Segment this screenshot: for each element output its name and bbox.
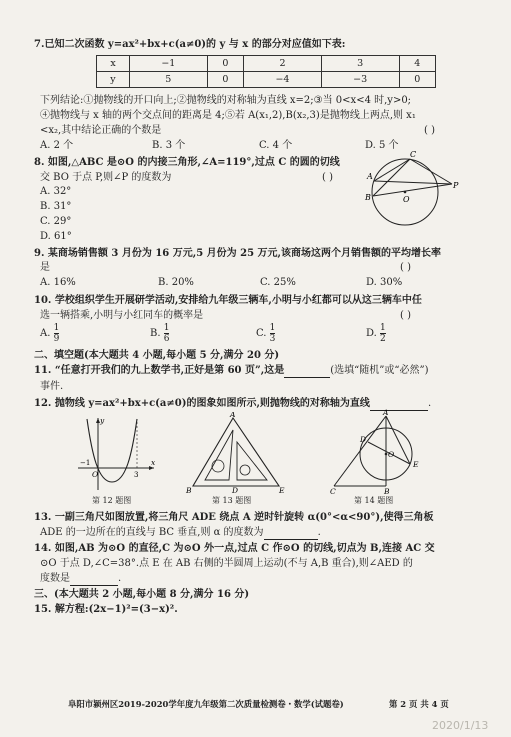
table-cell: −4 xyxy=(244,72,322,88)
fig14-label-o: O xyxy=(388,450,395,459)
q14-answer-blank[interactable] xyxy=(70,572,118,586)
table-row xyxy=(97,56,436,72)
q7-answer-paren: ( ) xyxy=(424,125,435,136)
fig13-label-a: A xyxy=(230,412,236,419)
denominator: 6 xyxy=(163,334,170,344)
fig8-label-b: B xyxy=(365,193,371,202)
fig-13 xyxy=(185,412,287,494)
q13-text: ADE 的一边所在的直线与 BC 垂直,则 α 的度数为 xyxy=(40,527,264,538)
table-cell: −1 xyxy=(129,56,207,72)
q14-line3 xyxy=(40,572,121,586)
q10-option-b xyxy=(150,323,169,344)
fig8-label-c: C xyxy=(410,150,417,159)
q13-answer-blank[interactable] xyxy=(264,526,318,540)
value-table xyxy=(96,55,436,88)
fig-12 xyxy=(74,414,158,494)
q7-line2: ④抛物线与 x 轴的两个交点间的距离是 4;⑤若 A(x₁,2),B(x₂,3)是抛物线上两点,则 x₁ xyxy=(40,110,416,121)
denominator: 2 xyxy=(380,334,386,344)
table-cell: −3 xyxy=(321,72,399,88)
table-cell: 2 xyxy=(244,56,322,72)
q8-option-d: D. 61° xyxy=(40,231,72,242)
fig13-label-b: B xyxy=(186,486,192,494)
q9-option-d: D. 30% xyxy=(366,277,403,288)
q11-hint: (选填“随机”或“必然”) xyxy=(330,365,429,376)
q8-figure xyxy=(360,148,460,230)
q9-option-a: A. 16% xyxy=(40,277,76,288)
q14-period: . xyxy=(118,573,122,584)
q11-line2: 事件. xyxy=(40,381,64,392)
fig-12-caption: 第 12 题图 xyxy=(92,496,132,505)
numerator: 1 xyxy=(380,323,386,333)
fig12-label-3: 3 xyxy=(134,471,139,479)
fig13-label-e: E xyxy=(279,486,285,494)
q9-line1: 9. 某商场销售额 3 月份为 16 万元,5 月份为 25 万元,该商场这两个月销售额的平均增长率 xyxy=(34,248,442,259)
q10-option-d xyxy=(366,323,386,344)
q7-option-b: B. 3 个 xyxy=(152,140,186,151)
q13-period: . xyxy=(317,527,321,538)
denominator: 9 xyxy=(53,334,60,344)
section-3-heading: 三、(本大题共 2 小题,每小题 8 分,满分 16 分) xyxy=(34,589,250,600)
fig14-label-c: C xyxy=(330,487,336,494)
q9-line2: 是 xyxy=(40,262,50,273)
q9-option-b: B. 20% xyxy=(158,277,194,288)
q10-option-c xyxy=(256,323,275,344)
q13-line1: 13. 一副三角尺如图放置,将三角尺 ADE 绕点 A 逆时针旋转 α(0°<α<90°),使得三角板 xyxy=(34,512,434,523)
q7-option-c: C. 4 个 xyxy=(259,140,293,151)
q8-option-b: B. 31° xyxy=(40,201,72,212)
fraction xyxy=(164,323,170,344)
footer-page: 第 2 页 共 4 页 xyxy=(389,699,449,709)
fig-14 xyxy=(330,408,434,494)
q14-line2: ⊙O 于点 D,∠C=38°.点 E 在 AB 右侧的半圆周上运动(不与 A,B 重合),则∠AED 的 xyxy=(40,558,413,569)
fig13-label-d: D xyxy=(232,486,239,494)
fig12-label-x: x xyxy=(151,458,156,467)
q7-line1: 下列结论:①抛物线的开口向上;②抛物线的对称轴为直线 x=2;③当 0<x<4 时,y>0; xyxy=(40,95,412,106)
fig12-label-neg1: −1 xyxy=(80,459,91,467)
table-cell: 0 xyxy=(207,72,243,88)
option-letter: C. xyxy=(256,328,267,339)
table-cell: 4 xyxy=(399,56,436,72)
table-cell: x xyxy=(97,56,130,72)
fig12-label-o: O xyxy=(92,470,99,479)
q14-text: 度数是 xyxy=(40,573,70,584)
q7-header: 7.已知二次函数 y=ax²+bx+c(a≠0)的 y 与 x 的部分对应值如下表: xyxy=(34,39,346,50)
table-cell: 5 xyxy=(129,72,207,88)
numerator: 1 xyxy=(269,323,276,333)
footer-title: 阜阳市颍州区2019-2020学年度九年级第二次质量检测卷・数学(试题卷) xyxy=(68,699,344,709)
q11-text: 11. “任意打开我们的九上数学书,正好是第 60 页”,这是 xyxy=(34,365,285,376)
q7-line3: <x₂,其中结论正确的个数是 xyxy=(40,125,162,136)
q8-line1: 8. 如图,△ABC 是⊙O 的内接三角形,∠A=119°,过点 C 的圆的切线 xyxy=(34,157,340,168)
fig14-label-e: E xyxy=(413,460,419,469)
q7-option-a: A. 2 个 xyxy=(40,140,74,151)
date-stamp: 2020/1/13 xyxy=(432,719,489,732)
q12-period: . xyxy=(427,398,432,409)
fig-13-caption: 第 13 题图 xyxy=(212,496,252,505)
table-cell: y xyxy=(97,72,130,88)
fig14-label-a: A xyxy=(383,408,389,417)
q9-answer-paren: ( ) xyxy=(400,262,411,273)
q8-line2: 交 BO 于点 P,则∠P 的度数为 xyxy=(40,172,172,183)
q8-option-c: C. 29° xyxy=(40,216,72,227)
fig8-label-o: O xyxy=(403,195,410,204)
q13-line2 xyxy=(40,526,321,540)
q10-answer-paren: ( ) xyxy=(400,310,411,321)
q12-text: 12. 抛物线 y=ax²+bx+c(a≠0)的图象如图所示,则抛物线的对称轴为直线 xyxy=(34,398,370,409)
option-letter: D. xyxy=(366,328,377,339)
numerator: 1 xyxy=(53,323,60,333)
q10-line1: 10. 学校组织学生开展研学活动,安排给九年级三辆车,小明与小红都可以从这三辆车中任 xyxy=(34,295,422,306)
q10-line2: 选一辆搭乘,小明与小红同车的概率是 xyxy=(40,310,204,321)
q11-line1 xyxy=(34,364,429,378)
q11-answer-blank[interactable] xyxy=(284,364,330,378)
table-cell: 0 xyxy=(399,72,436,88)
fig8-label-a: A xyxy=(367,172,373,181)
q14-line1: 14. 如图,AB 为⊙O 的直径,C 为⊙O 外一点,过点 C 作⊙O 的切线,切点为 B,连接 AC 交 xyxy=(34,543,435,554)
fraction xyxy=(54,323,60,344)
q7-option-d: D. 5 个 xyxy=(365,140,399,151)
denominator: 3 xyxy=(269,334,276,344)
q8-answer-paren: ( ) xyxy=(322,172,333,183)
option-letter: A. xyxy=(40,328,51,339)
fig-14-caption: 第 14 题图 xyxy=(354,496,394,505)
fig12-label-y: y xyxy=(100,416,105,425)
numerator: 1 xyxy=(163,323,170,333)
q10-option-a xyxy=(40,323,59,344)
option-letter: B. xyxy=(150,328,161,339)
section-2-heading: 二、填空题(本大题共 4 小题,每小题 5 分,满分 20 分) xyxy=(34,350,280,361)
fig14-label-b: B xyxy=(384,487,390,494)
fig14-label-d: D xyxy=(360,435,367,444)
table-row xyxy=(97,72,436,88)
table-cell: 3 xyxy=(321,56,399,72)
fraction xyxy=(270,323,276,344)
q9-option-c: C. 25% xyxy=(260,277,296,288)
fraction xyxy=(380,323,386,344)
fig8-label-p: P xyxy=(453,181,459,190)
q8-option-a: A. 32° xyxy=(40,186,72,197)
q15-text: 15. 解方程:(2x−1)²=(3−x)². xyxy=(34,604,178,615)
table-cell: 0 xyxy=(207,56,243,72)
